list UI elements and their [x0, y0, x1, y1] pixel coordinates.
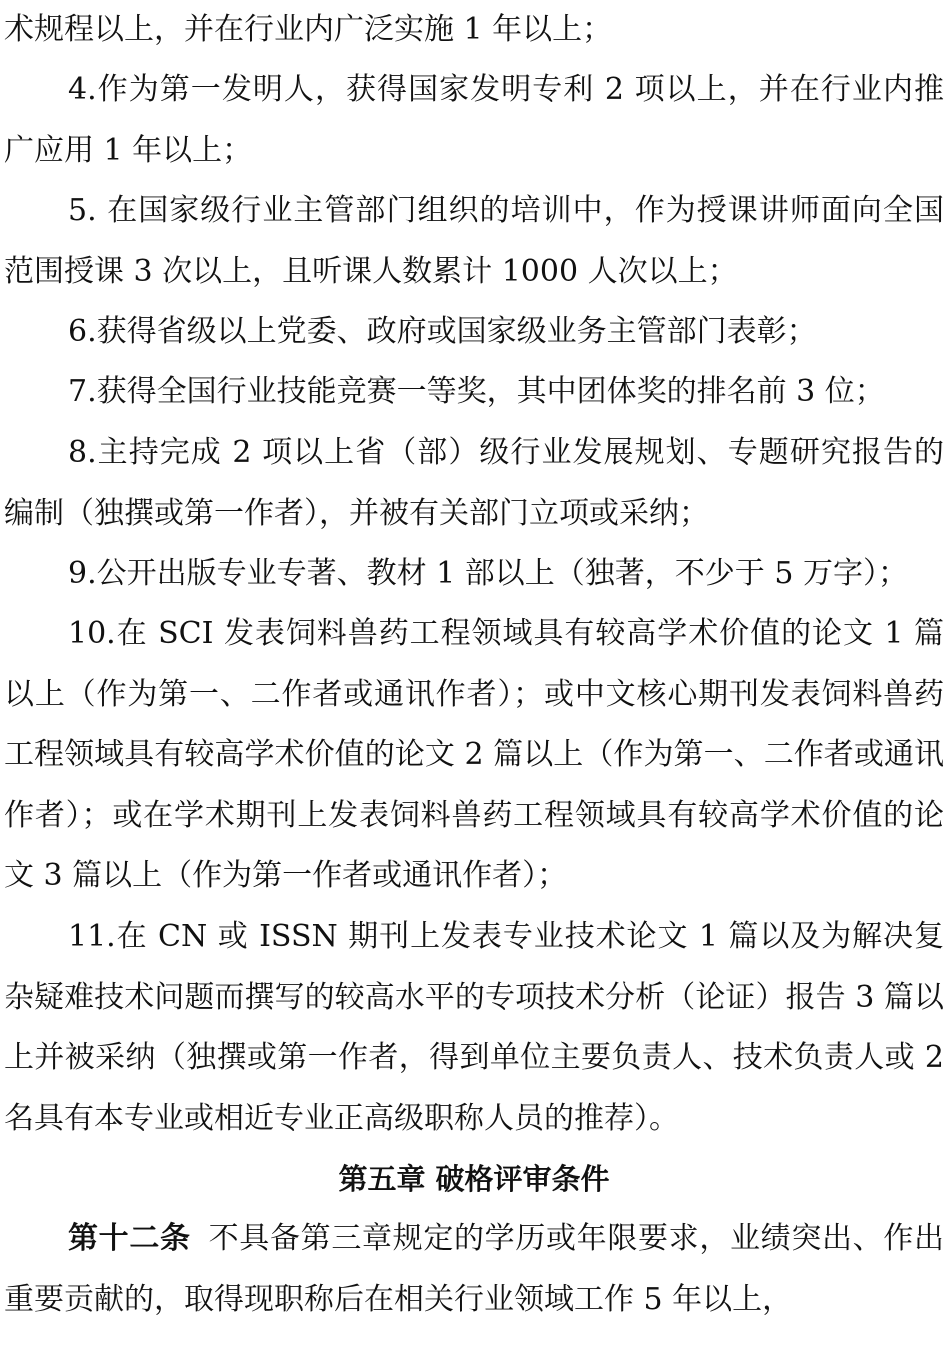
- list-item-11: 11.在 CN 或 ISSN 期刊上发表专业技术论文 1 篇以及为解决复杂疑难技术问题而撰写的较高水平的专项技术分析（论证）报告 3 篇以上并被采纳（独撰或第一作者，得到单位主要负责人、技术负责人或 2 名具有本专业或相近专业正高级职称人员的推荐）。: [4, 919, 944, 1136]
- article-number: 第十二条: [68, 1221, 191, 1256]
- list-item-7: 7.获得全国行业技能竞赛一等奖，其中团体奖的排名前 3 位；: [68, 374, 885, 409]
- paragraph-continuation: 术规程以上，并在行业内广泛实施 1 年以上；: [4, 12, 613, 47]
- list-item-8: 8.主持完成 2 项以上省（部）级行业发展规划、专题研究报告的编制（独撰或第一作者），并被有关部门立项或采纳；: [4, 435, 944, 531]
- chapter-heading: 第五章 破格评审条件: [338, 1162, 610, 1196]
- list-item-5: 5. 在国家级行业主管部门组织的培训中，作为授课讲师面向全国范围授课 3 次以上，且听课人数累计 1000 人次以上；: [4, 193, 944, 289]
- list-item-6: 6.获得省级以上党委、政府或国家级业务主管部门表彰；: [68, 314, 817, 349]
- list-item-4: 4.作为第一发明人，获得国家发明专利 2 项以上，并在行业内推广应用 1 年以上；: [4, 72, 944, 168]
- list-item-10: 10.在 SCI 发表饲料兽药工程领域具有较高学术价值的论文 1 篇以上（作为第一、二作者或通讯作者）；或中文核心期刊发表饲料兽药工程领域具有较高学术价值的论文 2 篇以上（作为第一、二作者或通讯作者）；或在学术期刊上发表饲料兽药工程领域具有较高学术价值的论文 3 篇以上（作为第一作者或通讯作者）；: [4, 616, 944, 893]
- article-text: 不具备第三章规定的学历或年限要求，业绩突出、作出重要贡献的，取得现职称后在相关行业领域工作 5 年以上，: [4, 1221, 945, 1317]
- list-item-9: 9.公开出版专业专著、教材 1 部以上（独著，不少于 5 万字）；: [68, 556, 908, 591]
- article-12: [4, 1209, 944, 1330]
